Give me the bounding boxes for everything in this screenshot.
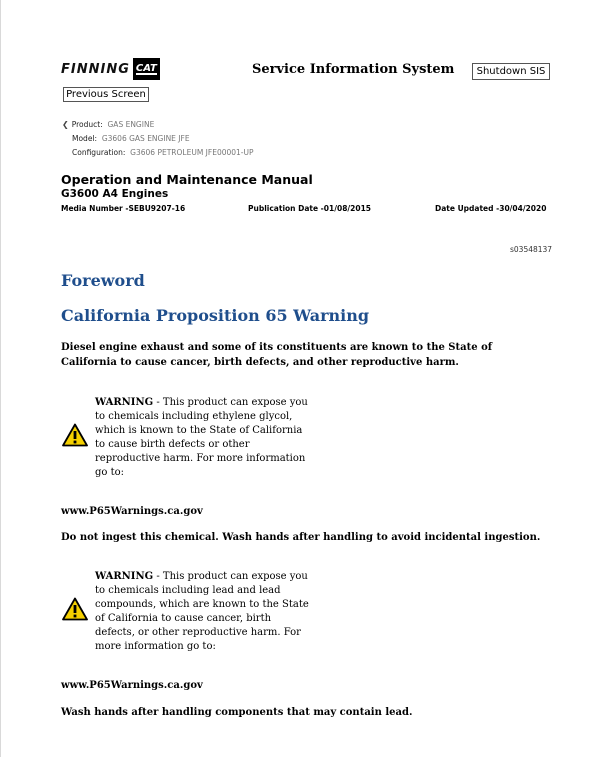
warning-block-1 — [95, 396, 310, 480]
media-number: Media Number -SEBU9207-16 — [61, 204, 186, 213]
warning-text: - This product can expose you to chemicals including lead and lead compounds, which are known to the State of California to cause cancer, birth defects, or other reproductive harm. For more information go to: — [95, 571, 309, 652]
ingestion-note: Do not ingest this chemical. Wash hands after handling to avoid incidental ingestion. — [61, 532, 541, 543]
lead-note: Wash hands after handling components that may contain lead. — [61, 707, 413, 718]
warning-label: WARNING — [95, 571, 154, 582]
finning-cat-logo — [61, 58, 160, 80]
model-info-row — [72, 134, 190, 143]
configuration-info-row — [72, 148, 254, 157]
page-edge — [0, 0, 1, 757]
logo-text: FINNING — [61, 61, 130, 77]
warning-label: WARNING — [95, 397, 154, 408]
intro-paragraph: Diesel engine exhaust and some of its constituents are known to the State of California to cause cancer, birth defects, and other reproductive harm. — [61, 342, 493, 368]
previous-screen-button[interactable]: Previous Screen — [63, 87, 149, 102]
cat-badge — [133, 58, 160, 80]
section-heading: California Proposition 65 Warning — [61, 306, 370, 325]
model-value: G3606 GAS ENGINE JFE — [101, 134, 190, 143]
product-info-row — [62, 120, 154, 129]
warnings-url: www.P65Warnings.ca.gov — [61, 680, 203, 691]
publication-date: Publication Date -01/08/2015 — [248, 204, 372, 213]
warnings-url: www.P65Warnings.ca.gov — [61, 506, 203, 517]
system-title: Service Information System — [252, 62, 455, 77]
configuration-value: G3606 PETROLEUM JFE00001-UP — [130, 148, 254, 157]
shutdown-sis-button[interactable]: Shutdown SIS — [472, 63, 550, 80]
model-label: Model: — [72, 134, 98, 143]
configuration-label: Configuration: — [72, 148, 126, 157]
warning-triangle-icon — [62, 423, 88, 447]
manual-subtitle: G3600 A4 Engines — [61, 188, 169, 200]
manual-title: Operation and Maintenance Manual — [61, 172, 313, 187]
product-value: GAS ENGINE — [107, 120, 155, 129]
product-label: Product: — [71, 120, 103, 129]
document-id: s03548137 — [510, 245, 553, 254]
warning-text: - This product can expose you to chemicals including ethylene glycol, which is known to the State of California to cause birth defects or other reproductive harm. For more information go to: — [95, 397, 308, 478]
foreword-heading: Foreword — [61, 271, 145, 290]
warning-triangle-icon — [62, 597, 88, 621]
warning-block-2 — [95, 570, 310, 654]
chevron-left-icon[interactable]: ❮ — [62, 120, 69, 129]
cat-badge-text: CAT — [135, 62, 157, 74]
date-updated: Date Updated -30/04/2020 — [435, 204, 547, 213]
